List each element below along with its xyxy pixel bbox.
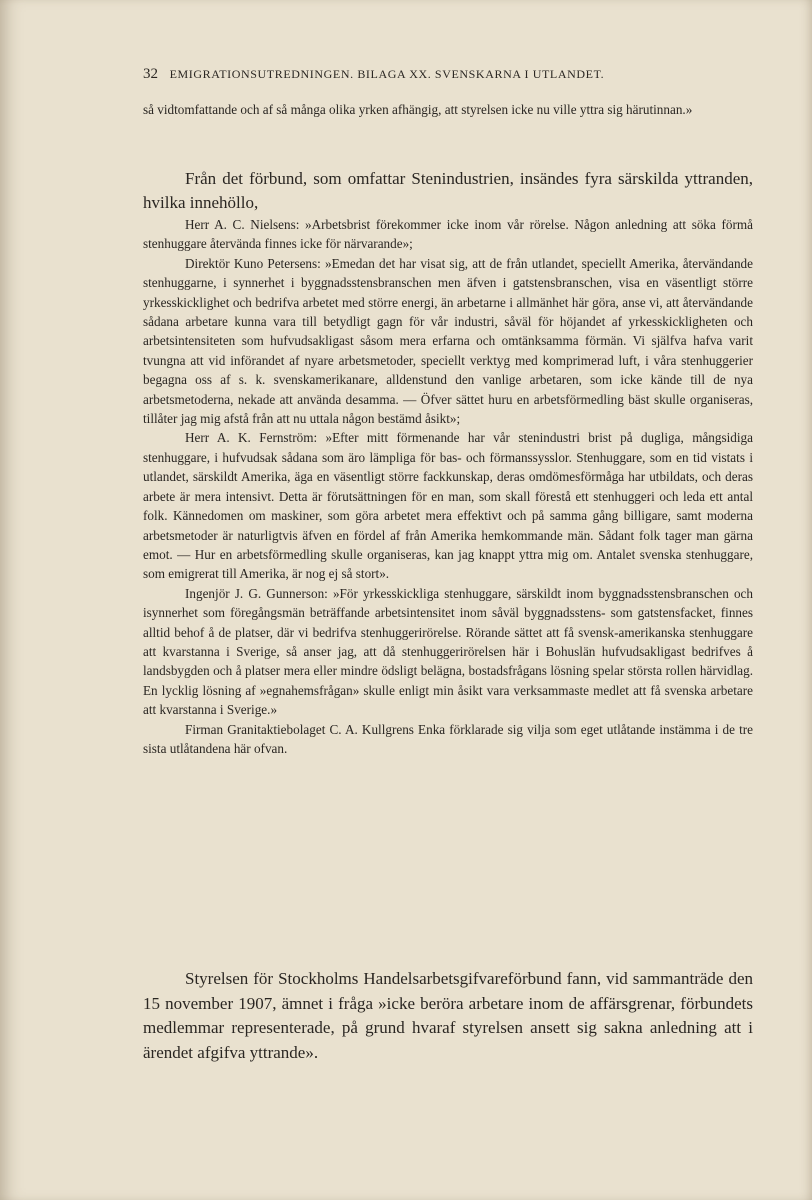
running-title: EMIGRATIONSUTREDNINGEN. BILAGA XX. SVENSKARNA I UTLANDET.	[169, 67, 605, 81]
paragraph-nielsen: Herr A. C. Nielsens: »Arbetsbrist förekommer icke inom vår rörelse. Någon anledning att söka förmå stenhuggare återvända finnes icke för närvarande»;	[143, 217, 753, 252]
paragraph-gunnerson: Ingenjör J. G. Gunnerson: »För yrkesskickliga stenhuggare, särskildt inom byggnadsstensbranschen och isynnerhet som föregångsmän beträffande arbetsintensitet inom såväl byggnadsstens- som gatstensfacket, finnes alltid behof å de platser, där vi bedrifva stenhuggerirörelse. Rörande sättet att få svensk-amerikanska stenhuggare att kvarstanna i Sverige, så anser jag, att då stenhuggerirörelsen här i Bohuslän hufvudsakligast bedrifves å landsbygden och å platser mera eller mindre ödsligt belägna, bostadsfrågans lösning spelar största rollen härvidlag. En lycklig lösning af »egnahemsfrågan» skulle enligt min åsikt vara verksammaste medlet att få svenska arbetare att kvarstanna i Sverige.»	[143, 585, 753, 718]
running-header	[143, 66, 733, 83]
paragraph-handelsarbetsgivare: Styrelsen för Stockholms Handelsarbetsgifvareförbund fann, vid sammanträde den 15 november 1907, ämnet i fråga »icke beröra arbetare inom de affärsgrenar, förbundets medlemmar representerade, på grund hvaraf styrelsen ansett sig sakna anledning att i ärendet afgifva yttrande».	[143, 969, 753, 1062]
page-number: 32	[143, 66, 158, 82]
handelsarbetsgivare-block	[143, 967, 753, 1065]
statements-block	[143, 215, 753, 758]
paragraph-kullgren: Firman Granitaktiebolaget C. A. Kullgrens Enka förklarade sig vilja som eget utlåtande instämma i de tre sista utlåtandena här ofvan.	[143, 721, 753, 756]
stenindustrien-intro-block	[143, 167, 753, 215]
paragraph-petersen: Direktör Kuno Petersens: »Emedan det har visat sig, att de från utlandet, speciellt Amerika, återvändande stenhuggarne, i synnerhet i byggnadsstensbranschen men äfven i gatstensbranschen, visa en väsentligt större yrkesskicklighet och bedrifva arbetet med större energi, än arbetarne i allmänhet här göra, anse vi, att återvändande sådana arbetare kunna vara till betydligt gagn för vår industri, såväl för höjandet af yrkesskickligheten och arbetsintensiteten som hufvudsakligast såsom mera erfarna och omtänksamma förmän. Vi själfva hafva varit tvungna att vid införandet af nyare arbetsmetoder, speciellt verktyg med komprimerad luft, i våra stenhuggerier begagna oss af s. k. svenskamerikanare, alldenstund den vanlige arbetaren, som icke kände till de nya arbetsmetoderna, nekade att använda desamma. — Öfver sättet huru en arbetsförmedling bäst skulle organiseras, tillåter jag mig afstå från att nu uttala någon bestämd åsikt»;	[143, 255, 753, 427]
continuation-block	[143, 100, 753, 119]
paragraph-fernstrom: Herr A. K. Fernström: »Efter mitt förmenande har vår stenindustri brist på dugliga, mångsidiga stenhuggare, i hufvudsak sådana som äro lämpliga för bas- och förmanssysslor. Stenhuggare, som en tid vistats i utlandet, särskildt Amerika, äga en väsentligt större fackkunskap, deras omdömesförmåga har utbildats, och deras arbete är mera intensivt. Detta är förutsättningen för en man, som skall förestå ett stenhuggeri och leda ett antal folk. Kännedomen om maskiner, som göra arbetet mera effektivt och på samma gång billigare, samt moderna arbetsmetoder är naturligtvis äfven en fördel af från Amerika hemkommande män. Sådant folk tager man gärna emot. — Hur en arbetsförmedling skulle organiseras, kan jag knappt yttra mig om. Antalet svenska stenhuggare, som emigrerat till Amerika, är nog ej så stort».	[143, 430, 753, 582]
paragraph-continuation: så vidtomfattande och af så många olika yrken afhängig, att styrelsen icke nu ville yttra sig härutinnan.»	[143, 102, 693, 117]
paragraph-stenindustrien-intro: Från det förbund, som omfattar Stenindustrien, insändes fyra särskilda yttranden, hvilka innehöllo,	[143, 169, 753, 212]
